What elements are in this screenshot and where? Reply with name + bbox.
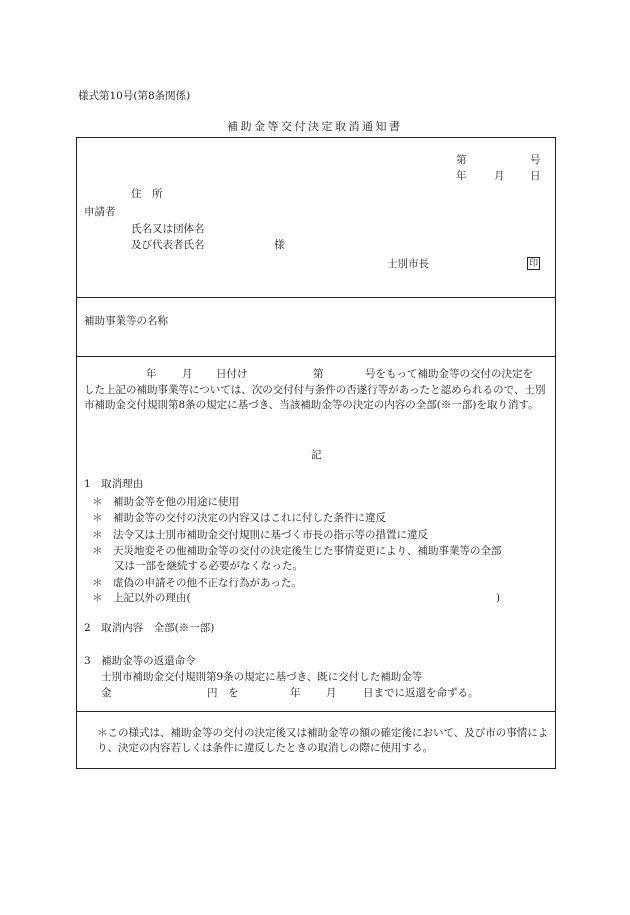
date-nen: 年 — [456, 170, 467, 182]
divider — [77, 356, 555, 357]
reason-item: ＊ 法令又は士別市補助金交付規則に基づく市長の指示等の措置に違反 — [92, 529, 428, 541]
divider — [77, 297, 555, 298]
footnote: ＊この様式は、補助金等の交付の決定後又は補助金等の額の確定後において、及び市の事情により、決定の内容若しくは条件に違反したときの取消しの際に使用する。 — [97, 727, 549, 754]
mayor-label: 士別市長 — [387, 258, 429, 270]
notice-line1-tail: 号をもって補助金等の交付の決定を — [365, 368, 533, 380]
number-dai: 第 — [456, 154, 467, 166]
sama-label: 様 — [274, 239, 285, 251]
applicant-label: 申請者 — [84, 206, 116, 218]
seal-mark: 印 — [528, 259, 538, 269]
representative-label: 及び代表者氏名 — [131, 239, 205, 251]
notice-tsuki: 月 — [182, 368, 193, 380]
document-title: 補助金等交付決定取消通知書 — [227, 120, 403, 133]
reason-item: ＊ 天災地変その他補助金等の交付の決定後生じた事情変更により、補助事業等の全部 — [92, 545, 502, 557]
section3-tail: 日までに返還を命ずる。 — [363, 687, 479, 699]
section3-en-wo: 円 を — [207, 687, 239, 699]
reason-item-other: ＊ 上記以外の理由( — [92, 592, 191, 604]
address-label: 住 所 — [131, 188, 163, 200]
divider — [77, 711, 555, 712]
notice-form — [76, 137, 556, 769]
notice-body: した上記の補助事業等については、次の交付付与条件の否遂行等があったと認められるので、士別市補助金交付規則第8条の規定に基づき、当該補助金等の決定の内容の全部(※一部)を取り消す。 — [84, 384, 546, 411]
name-label: 氏名又は団体名 — [131, 223, 205, 235]
section3-kin: 金 — [101, 687, 112, 699]
number-go: 号 — [530, 154, 541, 166]
reason-item: ＊ 補助金等の交付の決定の内容又はこれに付した条件に違反 — [92, 512, 386, 524]
notice-nen: 年 — [146, 368, 157, 380]
reason-item: ＊ 虚偽の申請その他不正な行為があった。 — [92, 577, 302, 589]
date-tsuki: 月 — [494, 170, 505, 182]
reason-other-close: ) — [496, 592, 501, 604]
section3-tsuki: 月 — [326, 687, 337, 699]
project-name-label: 補助事業等の名称 — [84, 315, 168, 327]
section2-title: 2 取消内容 全部(※一部) — [84, 622, 215, 634]
section3-nen: 年 — [290, 687, 301, 699]
section3-title: 3 補助金等の返還命令 — [84, 655, 196, 667]
section1-title: 1 取消理由 — [84, 478, 144, 490]
form-number: 様式第10号(第8条関係) — [78, 90, 191, 102]
reason-item: ＊ 補助金等を他の用途に使用 — [92, 496, 239, 508]
reason-item-continued: 又は一部を継続する必要がなくなった。 — [114, 560, 303, 572]
ki-heading: 記 — [311, 449, 322, 461]
notice-hizuke: 日付け — [216, 368, 248, 380]
section3-line1: 士別市補助金交付規則第9条の規定に基づき、既に交付した補助金等 — [101, 671, 423, 683]
notice-dai: 第 — [313, 368, 324, 380]
date-hi: 日 — [530, 170, 541, 182]
